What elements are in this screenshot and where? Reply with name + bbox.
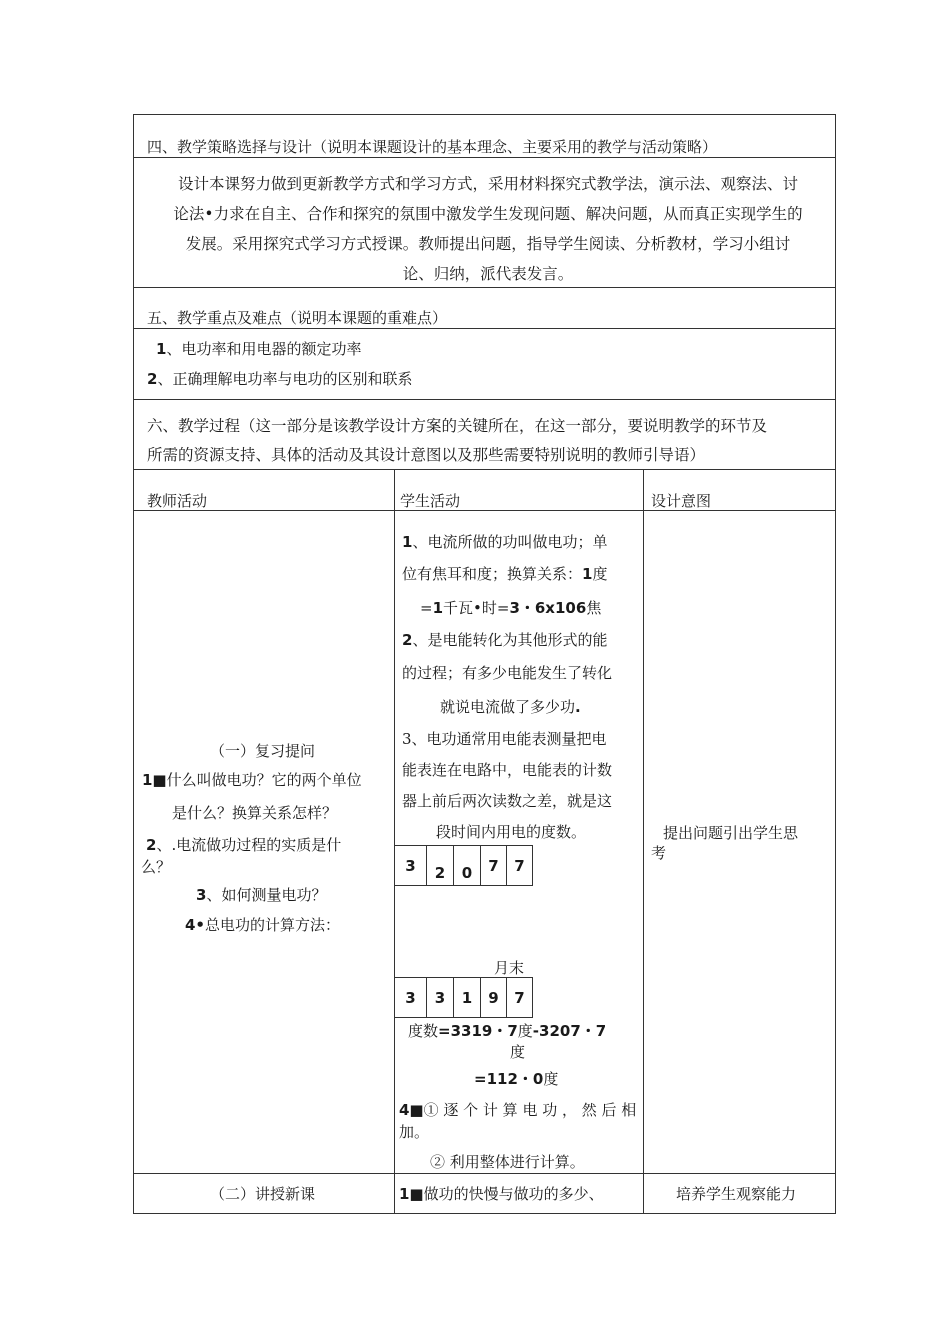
item-number: 2 [147,370,158,388]
calculation-line-1 [408,1021,606,1041]
question-text: 、.电流做功过程的实质是什 [156,836,342,854]
section-four-body-line: 发展。采用探究式学习方式授课。教师提出问题，指导学生阅读、分析教材，学习小组讨 [185,235,791,253]
review-question-1-cont: 是什么？换算关系怎样？ [172,804,338,822]
calculation-line-2 [474,1069,558,1089]
answer-unit: 焦 [586,599,602,617]
calc-value: =3319・7 [438,1022,518,1040]
answer-number: 2 [402,631,413,649]
meter-digit: 1 [453,977,481,1018]
answer-3-line-3: 器上前后两次读数之差，就是这 [402,792,613,810]
question-text: 总电功的计算方法： [205,916,341,934]
meter-digit: 7 [480,845,507,886]
question-number: 3 [196,886,207,904]
review-question-4 [185,915,340,935]
header-teacher-activity: 教师活动 [147,492,208,510]
table-row-divider [133,1173,836,1174]
item-text: 、电功率和用电器的额定功率 [166,340,362,358]
table-column-divider [394,469,395,1214]
calc-text: 度 [543,1070,559,1088]
answer-4-line-2: 加。 [399,1123,430,1141]
calculation-unit: 度 [510,1043,526,1061]
answer-2 [402,630,607,650]
answer-text: 、电流所做的功叫做电功；单 [412,533,608,551]
month-end-label: 月末 [494,959,525,977]
question-number: 1■ [142,771,167,789]
student-new-lesson [399,1184,604,1204]
review-question-3 [196,885,326,905]
section-five-item [147,369,412,389]
review-question-2 [146,835,341,855]
answer-1-line-2 [402,564,607,584]
answer-4 [399,1100,636,1120]
meter-digit: 9 [480,977,507,1018]
answer-text: 千瓦•时= [443,599,510,617]
meter-digit: 2 [426,845,454,886]
calc-text: 度数 [408,1022,439,1040]
answer-text: 就说电流做了多少功 [440,698,576,716]
question-text: 、如何测量电功？ [206,886,327,904]
section-six-title-line: 所需的资源支持、具体的活动及其设计意图以及那些需要特别说明的教师引导语） [147,446,706,464]
calc-value: -3207・7 [532,1022,607,1040]
item-number: 1 [156,340,167,358]
meter-digit: 3 [426,977,454,1018]
review-heading: （一）复习提问 [210,742,316,760]
meter-digit: 7 [506,977,533,1018]
answer-1-line-3 [420,598,601,618]
table-header-divider [133,510,836,511]
section-five-title: 五、教学重点及难点（说明本课题的重难点） [147,309,448,327]
answer-number: 1 [432,599,444,617]
question-number: 4• [185,916,206,934]
section-four-title: 四、教学策略选择与设计（说明本课题设计的基本理念、主要采用的教学与活动策略） [147,138,718,156]
answer-text: 、是电能转化为其他形式的能 [412,631,608,649]
header-design-intent: 设计意图 [651,492,712,510]
table-column-divider [643,469,644,1214]
answer-value: 3・6x106 [509,599,587,617]
answer-text: = [420,599,433,617]
answer-number: 1 [402,533,413,551]
calc-text: 度 [517,1022,533,1040]
answer-number: 1 [582,565,593,583]
answer-3: 3、电功通常用电能表测量把电 [402,730,607,748]
answer-number: 1■ [399,1185,424,1203]
answer-text: . [575,698,581,716]
answer-unit: 度 [592,565,608,583]
design-intent-new: 培养学生观察能力 [676,1185,797,1203]
calc-value: =112・0 [474,1070,544,1088]
answer-2-line-3 [440,697,581,717]
design-intent-review-cont: 考 [651,844,667,862]
review-question-2-cont: 么？ [141,858,172,876]
answer-3-line-2: 能表连在电路中，电能表的计数 [402,761,613,779]
answer-3-line-4: 段时间内用电的度数。 [436,823,587,841]
answer-1 [402,532,607,552]
item-text: 、正确理解电功率与电功的区别和联系 [157,370,413,388]
answer-2-line-2: 的过程；有多少电能发生了转化 [402,664,613,682]
meter-digit: 0 [453,845,481,886]
review-question-1 [142,770,362,790]
section-five-item [156,339,361,359]
teacher-new-lesson: （二）讲授新课 [210,1185,316,1203]
answer-text: 位有焦耳和度；换算关系： [402,565,583,583]
section-four-body-line: 论法•力求在自主、合作和探究的氛围中激发学生发现问题、解决问题，从而真正实现学生的 [173,205,803,223]
meter-digit: 7 [506,845,533,886]
answer-4-line-3: ② 利用整体进行计算。 [430,1153,585,1171]
meter-digit: 3 [394,977,427,1018]
header-student-activity: 学生活动 [400,492,461,510]
section-four-body-line: 设计本课努力做到更新教学方式和学习方式，采用材料探究式教学法，演示法、观察法、讨 [177,175,798,193]
answer-text: 做功的快慢与做功的多少、 [423,1185,604,1203]
section-four-body-line: 论、归纳，派代表发言。 [402,265,574,283]
answer-number: 4■ [399,1101,424,1119]
section-four-body [143,169,833,289]
question-number: 2 [146,836,157,854]
section-six-title-line: 六、教学过程（这一部分是该教学设计方案的关键所在，在这一部分，要说明教学的环节及 [147,417,768,435]
question-text: 什么叫做电功？它的两个单位 [166,771,362,789]
meter-digit: 3 [394,845,427,886]
answer-text: ① 逐 个 计 算 电 功 ， 然 后 相 [423,1101,637,1119]
design-intent-review: 提出问题引出学生思 [663,824,799,842]
